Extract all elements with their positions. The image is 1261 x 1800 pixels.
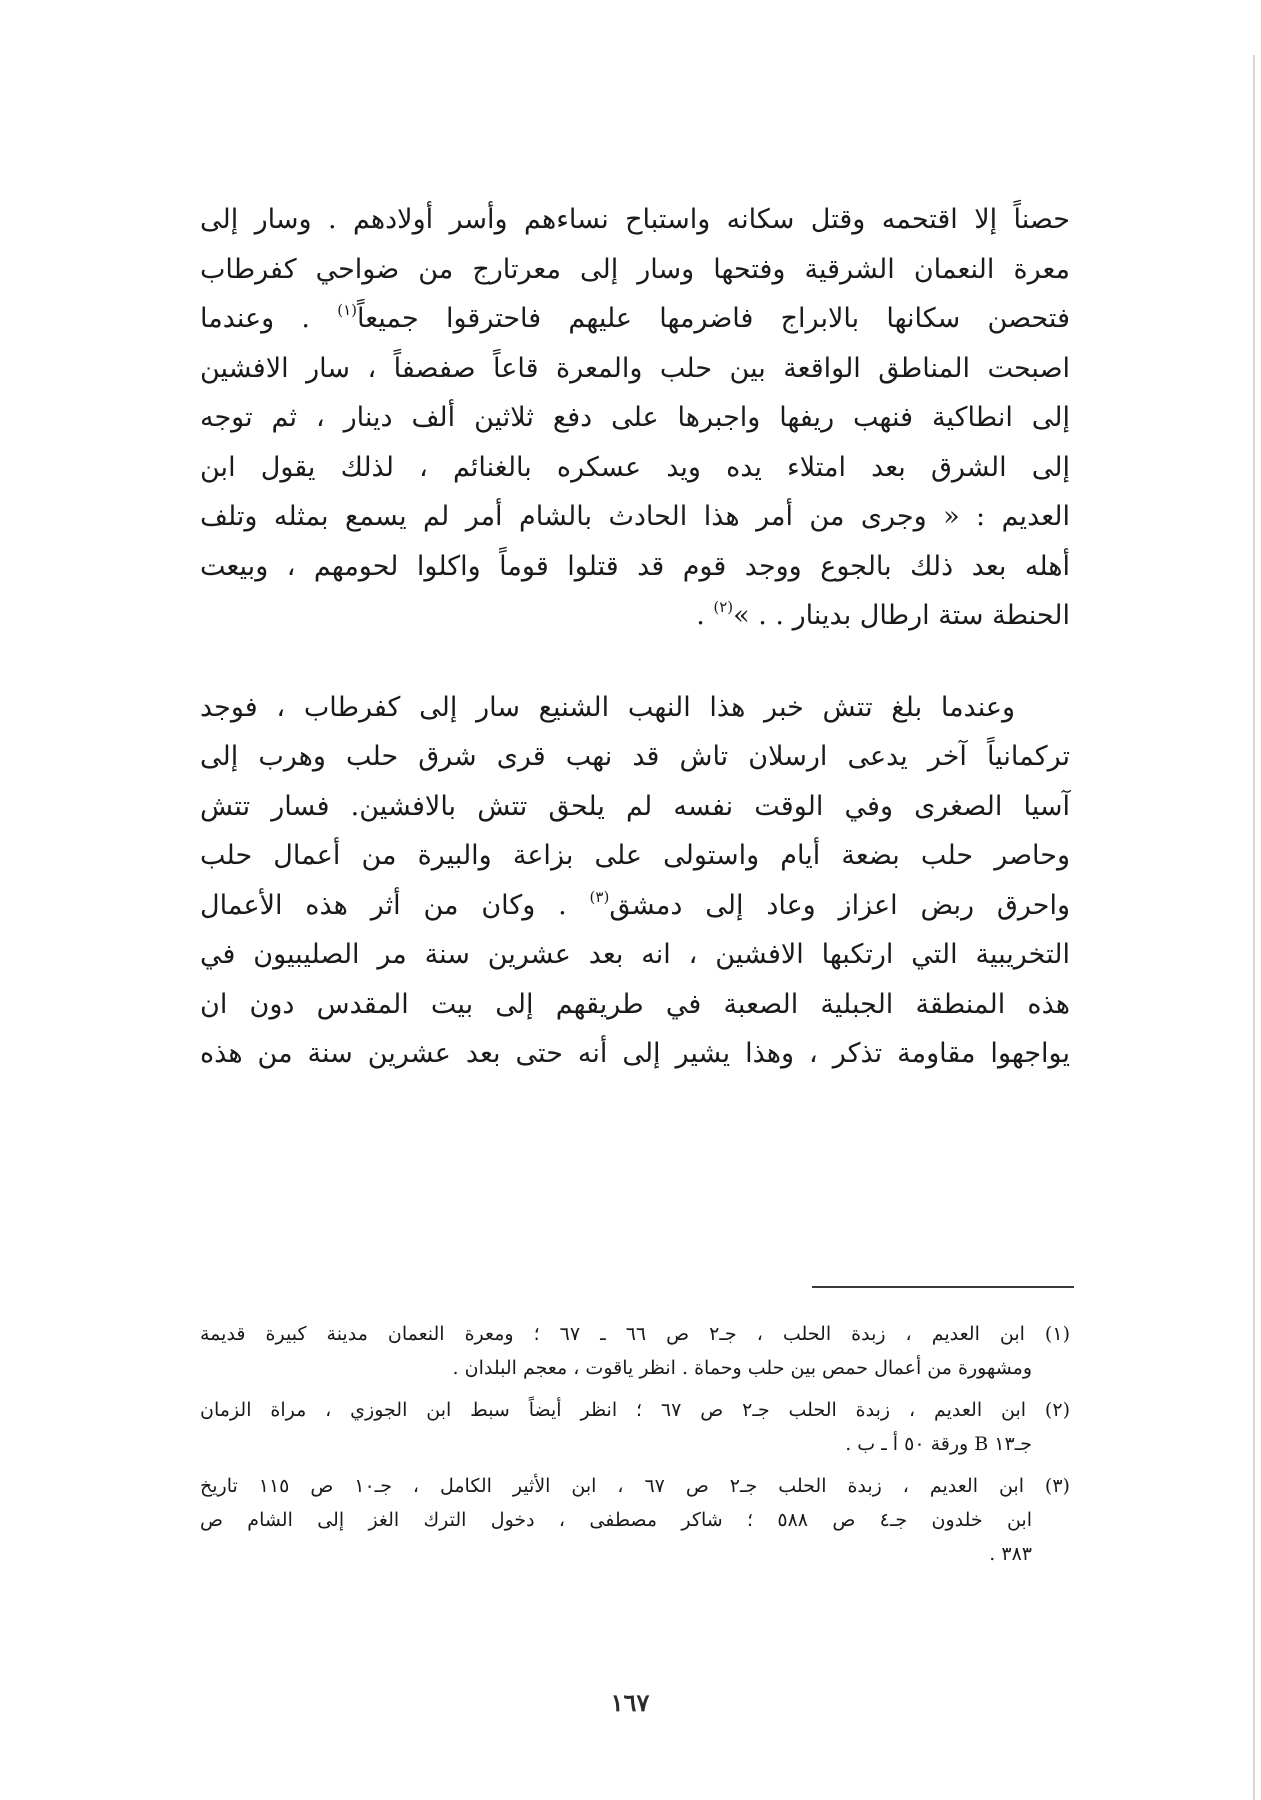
text-line: العديم : « وجرى من أمر هذا الحادث بالشام أمر لم يسمع بمثله وتلف xyxy=(200,501,1070,532)
footnote-line: (٢) ابن العديم ، زبدة الحلب جـ٢ ص ٦٧ ؛ انظر أيضاً سبط ابن الجوزي ، مراة الزمان xyxy=(200,1399,1070,1421)
footnote-line: جـ١٣ B ورقة ٥٠ أ ـ ب . xyxy=(845,1433,1032,1455)
text-line xyxy=(200,294,1070,344)
footnote-line: ٣٨٣ . xyxy=(989,1543,1032,1565)
footnote-line: ومشهورة من أعمال حمص بين حلب وحماة . انظر ياقوت ، معجم البلدان . xyxy=(452,1357,1032,1379)
text-segment: . وكان من أثر هذه الأعمال xyxy=(200,889,590,921)
page-number: ١٦٧ xyxy=(610,1688,650,1717)
text-line: وحاصر حلب بضعة أيام واستولى على بزاعة والبيرة من أعمال حلب xyxy=(200,840,1070,871)
text-line: أهله بعد ذلك بالجوع ووجد قوم قد قتلوا قوماً واكلوا لحومهم ، وبيعت xyxy=(200,550,1070,582)
text-line xyxy=(200,591,1070,641)
footnote-marker-2[interactable]: (٢) xyxy=(713,598,734,616)
text-segment: واحرق ربض اعزاز وعاد إلى دمشق xyxy=(609,889,1070,921)
text-line: آسيا الصغرى وفي الوقت نفسه لم يلحق تتش بالافشين. فسار تتش xyxy=(200,790,1070,822)
text-segment: . xyxy=(696,600,714,631)
text-line: تركمانياً آخر يدعى ارسلان تاش قد نهب قرى شرق حلب وهرب إلى xyxy=(200,741,1070,772)
paragraph-2 xyxy=(200,683,1070,1079)
footnote-2 xyxy=(200,1393,1070,1461)
footnote-separator xyxy=(812,1286,1074,1288)
footnote-marker-1[interactable]: (١) xyxy=(337,301,358,319)
footnote-line: ابن خلدون جـ٤ ص ٥٨٨ ؛ شاكر مصطفى ، دخول الترك الغز إلى الشام ص xyxy=(200,1509,1032,1531)
text-line xyxy=(200,881,1070,931)
main-text xyxy=(200,195,1070,1079)
text-line: إلى انطاكية فنهب ريفها واجبرها على دفع ثلاثين ألف دينار ، ثم توجه xyxy=(200,402,1070,433)
text-line: إلى الشرق بعد امتلاء يده ويد عسكره بالغنائم ، لذلك يقول ابن xyxy=(200,451,1070,483)
footnote-3 xyxy=(200,1469,1070,1571)
footnote-line: (٣) ابن العديم ، زبدة الحلب جـ٢ ص ٦٧ ، ابن الأثير الكامل ، جـ١٠ ص ١١٥ تاريخ xyxy=(200,1475,1070,1497)
footnote-marker-3[interactable]: (٣) xyxy=(589,887,610,906)
text-segment: فتحصن سكانها بالابراج فاضرمها عليهم فاحترقوا جميعاً xyxy=(357,303,1070,334)
footnotes xyxy=(200,1317,1070,1579)
text-line: وعندما بلغ تتش خبر هذا النهب الشنيع سار إلى كفرطاب ، فوجد xyxy=(200,691,1015,723)
footnote-1 xyxy=(200,1317,1070,1385)
paragraph-1 xyxy=(200,195,1070,641)
text-line: يواجهوا مقاومة تذكر ، وهذا يشير إلى أنه حتى بعد عشرين سنة من هذه xyxy=(200,1038,1070,1069)
text-segment: . وعندما xyxy=(200,303,338,334)
text-line: اصبحت المناطق الواقعة بين حلب والمعرة قاعاً صفصفاً ، سار الافشين xyxy=(200,352,1070,384)
text-line: معرة النعمان الشرقية وفتحها وسار إلى معرتارج من ضواحي كفرطاب xyxy=(200,253,1070,285)
text-segment: الحنطة ستة ارطال بدينار . . » xyxy=(733,600,1070,631)
text-line: التخريبية التي ارتكبها الافشين ، انه بعد عشرين سنة مر الصليبيون في xyxy=(200,939,1070,970)
text-line: حصناً إلا اقتحمه وقتل سكانه واستباح نساءهم وأسر أولادهم . وسار إلى xyxy=(200,204,1070,235)
page-edge-line xyxy=(1253,55,1255,1800)
text-line: هذه المنطقة الجبلية الصعبة في طريقهم إلى بيت المقدس دون ان xyxy=(200,988,1070,1020)
footnote-line: (١) ابن العديم ، زبدة الحلب ، جـ٢ ص ٦٦ ـ ٦٧ ؛ ومعرة النعمان مدينة كبيرة قديمة xyxy=(200,1323,1070,1345)
